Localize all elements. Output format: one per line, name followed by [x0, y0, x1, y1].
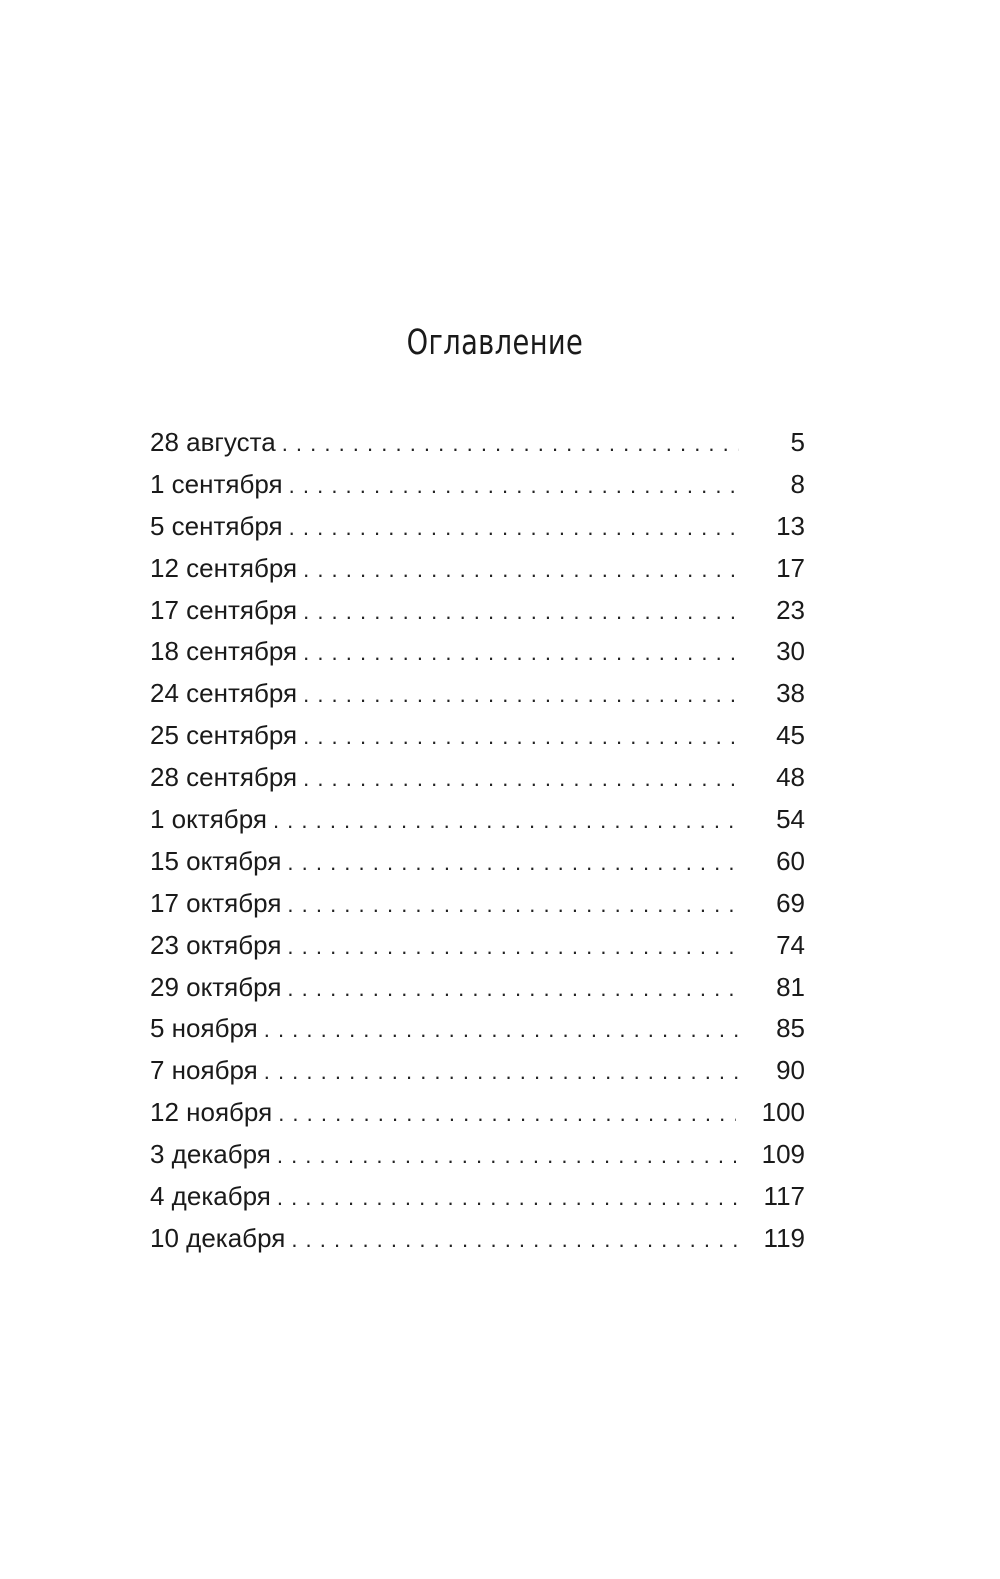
toc-entry-page: 5 — [790, 427, 805, 457]
toc-entry-page: 23 — [776, 594, 805, 625]
toc-entry[interactable] — [150, 1217, 805, 1259]
toc-entry[interactable] — [150, 1175, 805, 1217]
toc-entry-label: 24 сентября — [150, 678, 298, 709]
toc-entry[interactable] — [150, 966, 805, 1008]
toc-entry-label: 12 сентября — [150, 552, 298, 583]
toc-entry-label: 1 сентября — [150, 468, 283, 499]
toc-entry-label: 28 сентября — [150, 762, 298, 793]
dot-leader — [303, 632, 739, 672]
dot-leader — [264, 1051, 739, 1091]
toc-entry[interactable] — [150, 924, 805, 966]
dot-leader — [303, 674, 739, 714]
toc-entry[interactable] — [150, 672, 805, 714]
toc-entry-page: 17 — [776, 552, 805, 583]
toc-entry-page: 45 — [776, 720, 805, 751]
toc-entry[interactable] — [150, 505, 805, 547]
toc-entry-page: 74 — [776, 929, 805, 960]
toc-entry-page: 69 — [776, 887, 805, 918]
dot-leader — [287, 884, 739, 924]
toc-entry[interactable] — [150, 1091, 805, 1133]
toc-entry-label: 4 декабря — [150, 1181, 271, 1212]
toc-entry-label: 5 сентября — [150, 510, 283, 541]
toc-entry[interactable] — [150, 1007, 805, 1049]
page-title: Оглавление — [406, 323, 584, 363]
toc-entry-page: 8 — [790, 468, 805, 499]
toc-entry-page: 38 — [776, 678, 805, 709]
toc-entry-label: 17 сентября — [150, 594, 298, 625]
toc-entry[interactable] — [150, 714, 805, 756]
toc-entry-page: 13 — [776, 510, 805, 541]
toc-entry-label: 3 декабря — [150, 1139, 271, 1170]
toc-entry-label: 18 сентября — [150, 636, 298, 667]
dot-leader — [282, 423, 739, 463]
toc-entry-page: 85 — [776, 1013, 805, 1044]
toc-entry-label: 12 ноября — [150, 1097, 273, 1128]
dot-leader — [277, 1177, 738, 1217]
dot-leader — [291, 1219, 737, 1259]
toc-entry-page: 81 — [776, 971, 805, 1002]
toc-entry[interactable] — [150, 882, 805, 924]
toc-entry-label: 7 ноября — [150, 1055, 258, 1086]
dot-leader — [278, 1093, 735, 1133]
toc-entry[interactable] — [150, 421, 805, 463]
toc-entry-page: 54 — [776, 804, 805, 835]
toc-entry-page: 109 — [761, 1139, 805, 1170]
toc-entry-label: 25 сентября — [150, 720, 298, 751]
toc-entry-label: 5 ноября — [150, 1013, 258, 1044]
toc-entry-page: 119 — [763, 1222, 805, 1253]
dot-leader — [289, 465, 739, 505]
dot-leader — [273, 800, 739, 840]
toc-entry-page: 48 — [776, 762, 805, 793]
toc-entry[interactable] — [150, 463, 805, 505]
toc-entry[interactable] — [150, 1133, 805, 1175]
toc-entry-page: 117 — [763, 1181, 805, 1212]
dot-leader — [287, 968, 739, 1008]
dot-leader — [264, 1009, 739, 1049]
toc-entry[interactable] — [150, 1049, 805, 1091]
dot-leader — [303, 549, 739, 589]
dot-leader — [303, 758, 739, 798]
toc-entry-label: 10 декабря — [150, 1222, 286, 1253]
dot-leader — [303, 591, 739, 631]
dot-leader — [289, 507, 739, 547]
toc-entry-label: 17 октября — [150, 887, 282, 918]
toc-entry-label: 1 октября — [150, 804, 267, 835]
toc-entry[interactable] — [150, 798, 805, 840]
table-of-contents — [150, 421, 805, 1259]
toc-entry-page: 60 — [776, 845, 805, 876]
toc-entry-label: 28 августа — [150, 427, 276, 457]
dot-leader — [277, 1135, 736, 1175]
toc-entry-page: 90 — [776, 1055, 805, 1086]
toc-entry-page: 100 — [761, 1097, 805, 1128]
toc-entry-label: 23 октября — [150, 929, 282, 960]
toc-entry[interactable] — [150, 756, 805, 798]
toc-entry[interactable] — [150, 547, 805, 589]
toc-entry-page: 30 — [776, 636, 805, 667]
toc-entry[interactable] — [150, 589, 805, 631]
toc-entry-label: 29 октября — [150, 971, 282, 1002]
dot-leader — [287, 842, 739, 882]
toc-entry[interactable] — [150, 840, 805, 882]
dot-leader — [303, 716, 739, 756]
toc-entry-label: 15 октября — [150, 845, 282, 876]
dot-leader — [287, 926, 739, 966]
toc-entry[interactable] — [150, 630, 805, 672]
